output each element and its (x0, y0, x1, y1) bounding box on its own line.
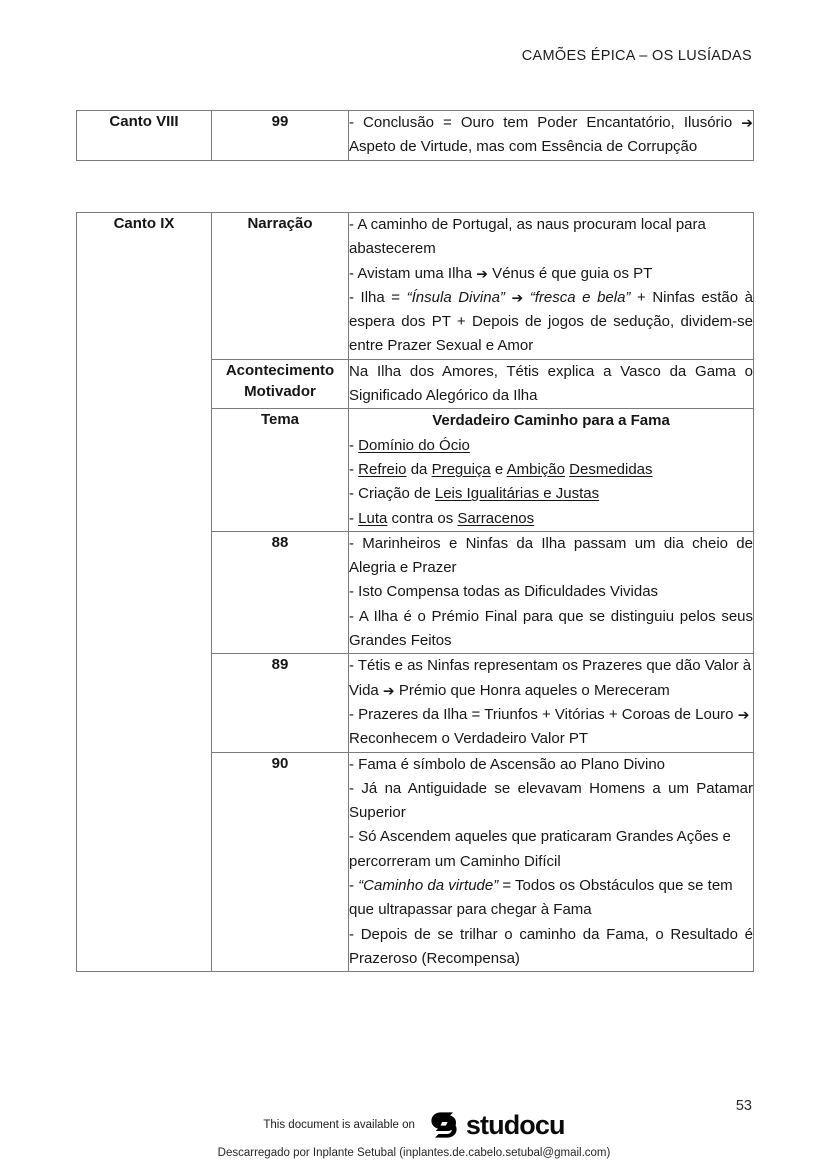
underlined-text: Domínio do Ócio (358, 436, 470, 454)
stanza-label-cell: 90 (212, 752, 349, 972)
stanza-label-cell: 89 (212, 654, 349, 752)
content-cell-89 (349, 654, 754, 752)
content-line: - Já na Antiguidade se elevavam Homens a um Patamar Superior (349, 779, 753, 822)
arrow-icon: ➔ (382, 683, 395, 700)
section-label-tema: Tema (212, 409, 349, 531)
underlined-text: Preguiça (431, 460, 491, 478)
content-line: - Luta contra os Sarracenos (349, 509, 535, 527)
underlined-text: Sarracenos (457, 509, 535, 527)
content-cell-tema (349, 409, 754, 531)
underlined-text: Leis Igualitárias e Justas (434, 485, 600, 503)
arrow-icon: ➔ (737, 707, 750, 724)
content-cell-90 (349, 752, 754, 972)
studocu-logo (429, 1110, 565, 1140)
content-line: - “Caminho da virtude” = Todos os Obstáculos que se tem que ultrapassar para chegar à Fama (349, 877, 733, 919)
table-canto-viii (76, 110, 754, 161)
content-line: - Conclusão = Ouro tem Poder Encantatório, Ilusório ➔ Aspeto de Virtude, mas com Essência de Corrupção (349, 114, 753, 156)
table-canto-ix (76, 212, 754, 972)
footer-branding (0, 1110, 828, 1140)
content-line: - Isto Compensa todas as Dificuldades Vividas (349, 583, 659, 601)
content-line: - Refreio da Preguiça e Ambição Desmedidas (349, 460, 653, 478)
content-line: - Só Ascendem aqueles que praticaram Grandes Ações e percorreram um Caminho Difícil (349, 828, 731, 870)
quoted-italic-text: “Ínsula Divina” (406, 288, 505, 306)
content-cell (349, 111, 754, 161)
content-line: - Domínio do Ócio (349, 436, 470, 454)
underlined-text: Refreio (358, 460, 407, 478)
page-number: 53 (735, 1098, 752, 1114)
content-line: - Depois de se trilhar o caminho da Fama, o Resultado é Prazeroso (Recompensa) (349, 925, 753, 967)
arrow-icon: ➔ (741, 115, 753, 132)
canto-label-cell: Canto IX (77, 213, 212, 972)
content-line: - Fama é símbolo de Ascensão ao Plano Divino (349, 755, 666, 773)
content-line: - Prazeres da Ilha = Triunfos + Vitórias + Coroas de Louro ➔ Reconhecem o Verdadeiro Valor PT (349, 705, 750, 748)
content-line: - Tétis e as Ninfas representam os Prazeres que dão Valor à Vida ➔ Prémio que Honra aqueles o Mereceram (349, 654, 753, 703)
table-row (77, 213, 754, 360)
content-line: - Criação de Leis Igualitárias e Justas (349, 485, 600, 503)
section-label-acontecimento-motivador: Acontecimento Motivador (212, 359, 349, 409)
content-cell-narracao (349, 213, 754, 360)
underlined-text: Ambição (506, 460, 565, 478)
content-line: - A Ilha é o Prémio Final para que se distinguiu pelos seus Grandes Feitos (349, 607, 753, 650)
content-line: - Marinheiros e Ninfas da Ilha passam um dia cheio de Alegria e Prazer (349, 534, 753, 577)
underlined-text: Desmedidas (569, 460, 653, 478)
content-line: - Ilha = “Ínsula Divina” ➔ “fresca e bela” + Ninfas estão à espera dos PT + Depois de jogos de sedução, dividem-se entre Prazer Sexual e Amor (349, 288, 753, 355)
table-row (77, 111, 754, 161)
content-cell-acontecimento (349, 359, 754, 409)
canto-label-cell: Canto VIII (77, 111, 212, 161)
stanza-label-cell: 88 (212, 531, 349, 653)
quoted-italic-text: “fresca e bela” (529, 288, 631, 306)
studocu-wordmark: studocu (465, 1109, 565, 1140)
content-line: Na Ilha dos Amores, Tétis explica a Vasco da Gama o Significado Alegórico da Ilha (349, 362, 753, 405)
content-line: - A caminho de Portugal, as naus procuram local para abastecerem (349, 216, 706, 258)
stanza-label-cell: 99 (212, 111, 349, 161)
page-title: CAMÕES ÉPICA – OS LUSÍADAS (521, 48, 752, 64)
download-notice: Descarregado por Inplante Setubal (inplantes.de.cabelo.setubal@gmail.com) (217, 1147, 611, 1159)
content-line: - Avistam uma Ilha ➔ Vénus é que guia os PT (349, 262, 753, 286)
section-label-narracao: Narração (212, 213, 349, 360)
arrow-icon: ➔ (511, 290, 524, 307)
underlined-text: Luta (358, 509, 388, 527)
quoted-italic-text: “Caminho da virtude” (358, 877, 499, 895)
tema-heading: Verdadeiro Caminho para a Fama (432, 412, 670, 430)
availability-text: This document is available on (263, 1119, 415, 1131)
studocu-mark-icon (429, 1110, 459, 1140)
arrow-icon: ➔ (476, 266, 489, 283)
content-cell-88 (349, 531, 754, 653)
